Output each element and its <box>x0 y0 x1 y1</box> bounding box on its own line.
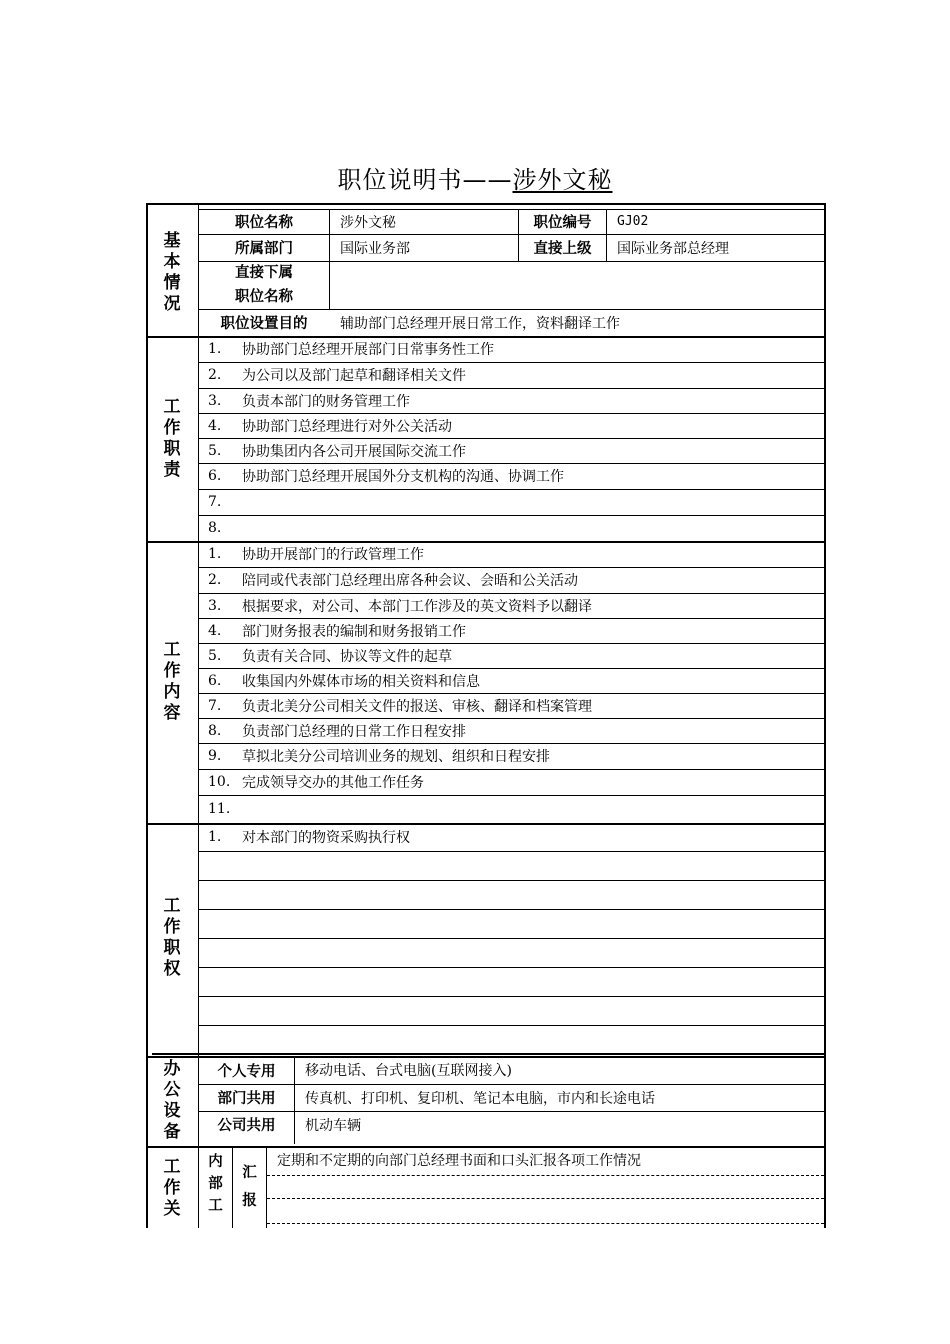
item-text: 对本部门的物资采购执行权 <box>242 830 410 846</box>
list-item <box>198 693 824 718</box>
superior-label: 直接上级 <box>533 241 592 257</box>
item-number: 6. <box>208 672 222 689</box>
item-number: 8. <box>208 520 222 536</box>
item-number: 1. <box>208 546 222 562</box>
position-code-label: 职位编号 <box>533 215 592 231</box>
list-item <box>198 541 824 567</box>
item-text: 草拟北美分公司培训业务的规划、组织和日程安排 <box>242 749 550 765</box>
item-number: 4. <box>208 622 222 639</box>
item-text: 协助开展部门的行政管理工作 <box>242 547 424 563</box>
list-item <box>198 668 824 693</box>
equipment-value: 机动车辆 <box>305 1117 361 1134</box>
item-number: 10. <box>208 774 231 790</box>
item-number: 6. <box>208 468 222 484</box>
list-item <box>198 388 824 413</box>
item-number: 2. <box>208 367 222 383</box>
dashed-line <box>267 1175 824 1176</box>
item-text: 负责部门总经理的日常工作日程安排 <box>242 723 466 740</box>
list-item <box>198 567 824 593</box>
title-prefix: 职位说明书—— <box>337 166 513 194</box>
section-equipment: 办公设备 <box>163 1059 181 1142</box>
item-text: 根据要求，对公司、本部门工作涉及的英文资料予以翻译 <box>242 598 592 615</box>
list-item <box>198 851 824 880</box>
subordinate-value <box>330 261 824 309</box>
list-item <box>198 1025 824 1053</box>
item-number: 5. <box>208 442 222 459</box>
item-text: 为公司以及部门起草和翻译相关文件 <box>242 368 466 384</box>
list-item <box>198 718 824 743</box>
list-item <box>198 996 824 1025</box>
equipment-value: 移动电话、台式电脑(互联网接入) <box>305 1063 512 1079</box>
item-text: 负责本部门的财务管理工作 <box>242 393 410 410</box>
department-label: 所属部门 <box>235 241 293 257</box>
item-number: 5. <box>208 647 222 664</box>
position-name-label: 职位名称 <box>235 215 293 231</box>
item-number: 3. <box>208 392 222 409</box>
item-number: 7. <box>208 697 222 714</box>
job-description-form <box>146 203 826 1228</box>
item-text: 收集国内外媒体市场的相关资料和信息 <box>242 673 480 690</box>
dashed-line <box>267 1223 824 1224</box>
list-item <box>198 795 824 823</box>
section-basic-info: 基本情况 <box>163 230 181 314</box>
list-item <box>198 463 824 489</box>
list-item <box>198 823 824 851</box>
item-text: 负责北美分公司相关文件的报送、审核、翻译和档案管理 <box>242 698 592 715</box>
list-item <box>198 438 824 463</box>
report-text: 定期和不定期的向部门总经理书面和口头汇报各项工作情况 <box>277 1153 641 1169</box>
item-number: 8. <box>208 722 222 739</box>
item-number: 1. <box>208 341 222 357</box>
item-number: 2. <box>208 572 222 588</box>
item-number: 1. <box>208 829 222 845</box>
report-label: 汇报 <box>242 1165 257 1209</box>
internal-label: 内部工 <box>208 1154 223 1214</box>
department-value: 国际业务部 <box>340 240 410 257</box>
item-number: 9. <box>208 748 222 764</box>
list-item <box>198 618 824 643</box>
list-item <box>198 938 824 967</box>
list-item <box>198 593 824 618</box>
item-text: 负责有关合同、协议等文件的起草 <box>242 648 452 665</box>
superior-value: 国际业务部总经理 <box>617 240 729 257</box>
item-number: 4. <box>208 417 222 434</box>
item-text: 完成领导交办的其他工作任务 <box>242 775 424 791</box>
list-item <box>198 743 824 769</box>
item-text: 部门财务报表的编制和财务报销工作 <box>242 623 466 640</box>
list-item <box>198 880 824 909</box>
equipment-label: 公司共用 <box>217 1118 276 1134</box>
list-item <box>198 909 824 938</box>
section-content: 工作内容 <box>163 640 181 723</box>
equipment-label: 部门共用 <box>217 1091 276 1107</box>
list-item <box>198 769 824 795</box>
list-item <box>198 489 824 515</box>
item-number: 7. <box>208 494 222 510</box>
purpose-label: 职位设置目的 <box>220 316 308 332</box>
equipment-label: 个人专用 <box>217 1063 276 1080</box>
item-text: 陪同或代表部门总经理出席各种会议、会晤和公关活动 <box>242 573 578 589</box>
section-duties: 工作职责 <box>163 396 181 480</box>
list-item <box>198 362 824 388</box>
item-text: 协助集团内各公司开展国际交流工作 <box>242 443 466 460</box>
page-title <box>0 160 950 195</box>
item-number: 3. <box>208 597 222 614</box>
dashed-line <box>267 1198 824 1199</box>
subordinate-label: 直接下属职位名称 <box>235 265 293 305</box>
item-number: 11. <box>208 801 231 817</box>
section-line <box>152 1053 824 1055</box>
section-relations: 工作关 <box>163 1156 181 1219</box>
equipment-value: 传真机、打印机、复印机、笔记本电脑，市内和长途电话 <box>305 1090 655 1107</box>
item-text: 协助部门总经理进行对外公关活动 <box>242 418 452 435</box>
list-item <box>198 336 824 362</box>
position-name-value: 涉外文秘 <box>340 214 396 231</box>
list-item <box>198 967 824 996</box>
item-text: 协助部门总经理开展国外分支机构的沟通、协调工作 <box>242 469 564 485</box>
item-text: 协助部门总经理开展部门日常事务性工作 <box>242 342 494 358</box>
list-item <box>198 413 824 438</box>
position-code-value: GJ02 <box>617 214 649 229</box>
list-item <box>198 515 824 541</box>
purpose-value: 辅助部门总经理开展日常工作，资料翻译工作 <box>340 315 620 332</box>
list-item <box>198 643 824 668</box>
title-position: 涉外文秘 <box>512 166 613 194</box>
section-authority: 工作职权 <box>163 896 181 979</box>
